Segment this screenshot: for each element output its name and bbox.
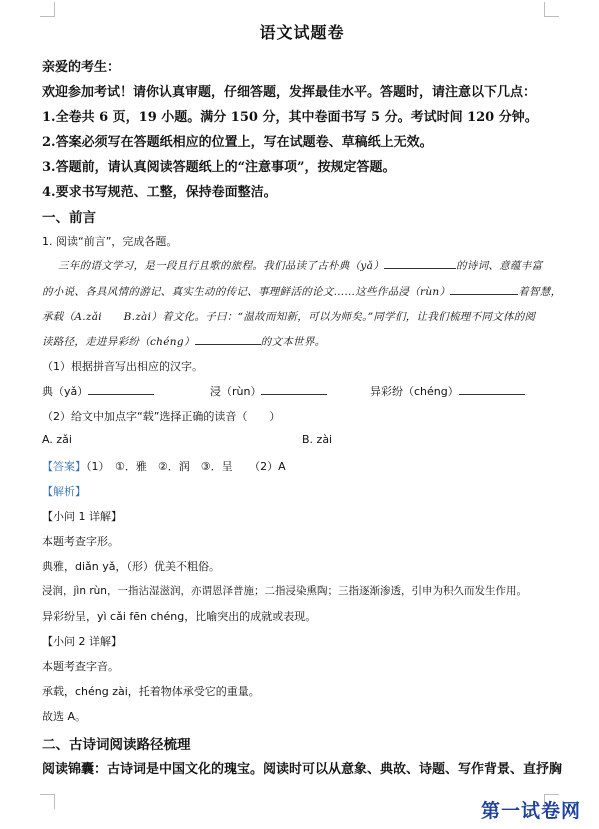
- section-2-heading: 二、古诗词阅读路径梳理: [42, 737, 191, 753]
- passage-line-3: 承载（A.zǎi B.zài）着文化。子曰：“温故而知新，可以为师矣。”同学们，让我们梳理不同文体的阅: [42, 311, 536, 323]
- detail-1-line: 本题考查字形。: [42, 535, 119, 548]
- rule-1: 1.全卷共 6 页，19 小题。满分 150 分，其中卷面书写 5 分。考试时间 120 分钟。: [42, 110, 538, 125]
- blank-2: [450, 284, 518, 295]
- detail-2-line: 本题考查字音。: [42, 660, 119, 673]
- site-watermark: 第一试卷网: [480, 800, 581, 822]
- detail-1-label: 【小问 1 详解】: [42, 510, 122, 523]
- crop-mark-top-right: [544, 2, 559, 17]
- sub-question-2: （2）给文中加点字“载”选择正确的读音（ ）: [42, 410, 281, 423]
- option-b: B. zài: [302, 433, 333, 446]
- fill-blank-2: [261, 384, 327, 395]
- answer-line: [42, 458, 286, 474]
- answer-text: （1） ①．雅 ②．润 ③．呈 （2）A: [86, 460, 286, 473]
- fill-item-3: 异彩纷（chéng）: [370, 383, 525, 399]
- sub-question-1: （1）根据拼音写出相应的汉字。: [42, 360, 203, 373]
- option-a: A. zǎi: [42, 433, 72, 446]
- analysis-label: 【解析】: [42, 485, 86, 498]
- rule-3: 3.答题前，请认真阅读答题纸上的“注意事项”，按规定答题。: [42, 160, 396, 175]
- crop-mark-bottom-left: [40, 794, 55, 809]
- passage-line-1: 三年的语文学习，是一段且行且歌的旅程。我们品读了古朴典（yǎ） 的诗词、意蕴丰富: [58, 260, 543, 272]
- detail-2-label: 【小问 2 详解】: [42, 635, 122, 648]
- passage-line-4: 读路径，走进异彩纷（chéng） 的文本世界。: [42, 336, 326, 348]
- section-2-text: 阅读锦囊：古诗词是中国文化的瑰宝。阅读时可以从意象、典故、诗题、写作背景、直抒胸: [42, 762, 563, 777]
- fill-blank-1: [88, 384, 154, 395]
- section-1-heading: 一、前言: [42, 210, 96, 226]
- fill-item-1: 典（yǎ）: [42, 383, 154, 399]
- greeting: 亲爱的考生：: [42, 60, 121, 75]
- fill-blank-3: [459, 384, 525, 395]
- fill-item-2: 浸（rùn）: [210, 383, 327, 399]
- detail-2-line: 故选 A。: [42, 710, 87, 723]
- detail-1-line: 异彩纷呈，yì cǎi fēn chéng，比喻突出的成就或表现。: [42, 610, 317, 623]
- welcome-text: 欢迎参加考试！请你认真审题，仔细答题，发挥最佳水平。答题时，请注意以下几点：: [42, 85, 537, 100]
- question-1-prompt: 1. 阅读“前言”，完成各题。: [42, 235, 178, 248]
- detail-2-line: 承载，chéng zài，托着物体承受它的重量。: [42, 685, 260, 698]
- page-title: 语文试题卷: [259, 23, 345, 42]
- blank-3: [195, 334, 261, 345]
- blank-1: [384, 258, 456, 269]
- rule-2: 2.答案必须写在答题纸相应的位置上，写在试题卷、草稿纸上无效。: [42, 135, 433, 150]
- detail-1-line: 浸润，jìn rùn，一指沾湿滋润，亦谓恩泽普施；二指浸染熏陶；三指逐渐渗透，引申为积久而发生作用。: [42, 585, 527, 597]
- passage-line-2: 的小说、各具风情的游记、真实生动的传记、事理鲜活的论文……这些作品浸（rùn） 着智慧，: [42, 286, 562, 298]
- crop-mark-top-left: [40, 2, 55, 17]
- answer-label: 【答案】: [42, 460, 86, 473]
- detail-1-line: 典雅，diǎn yǎ，（形）优美不粗俗。: [42, 560, 220, 573]
- rule-4: 4.要求书写规范、工整，保持卷面整洁。: [42, 185, 277, 200]
